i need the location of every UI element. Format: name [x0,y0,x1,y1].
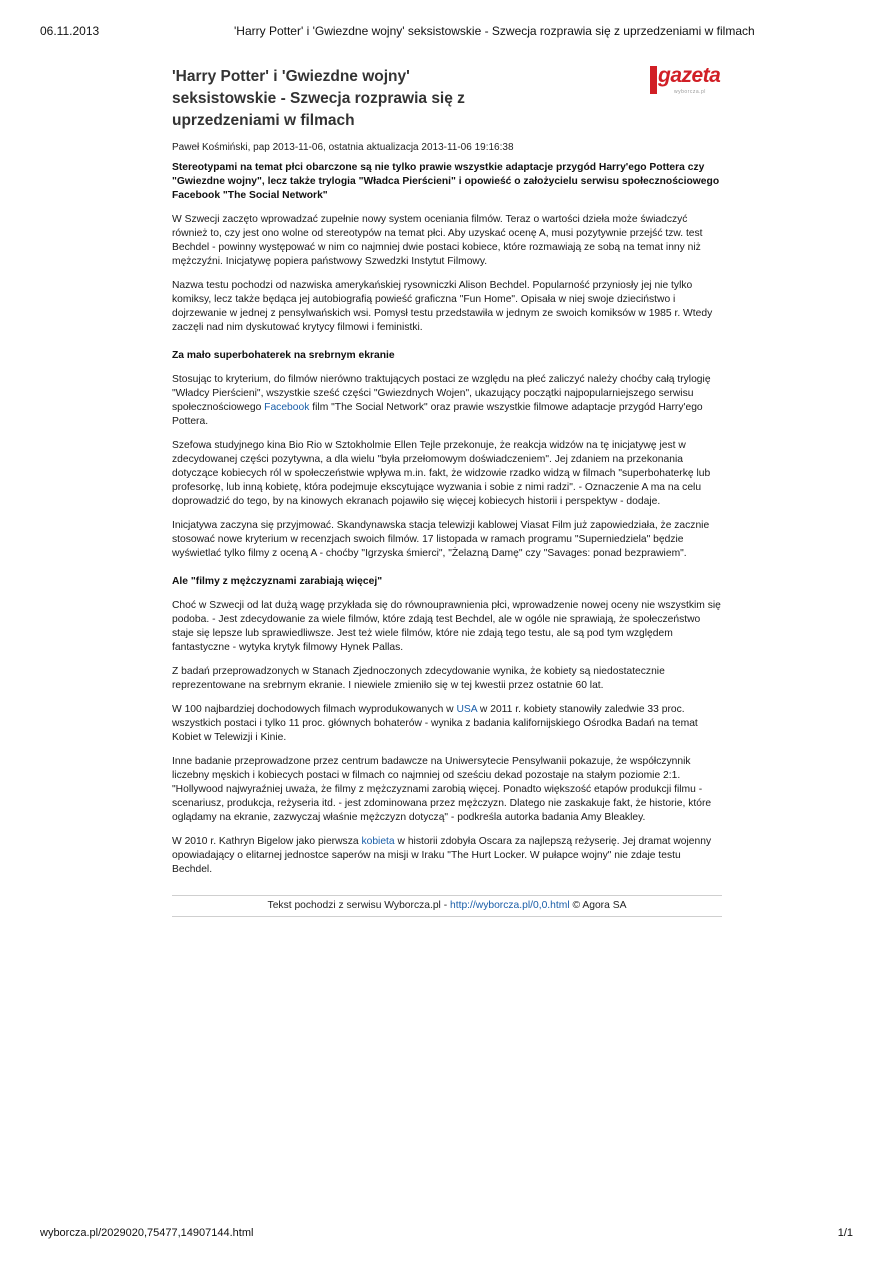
source-link[interactable]: http://wyborcza.pl/0,0.html [450,900,570,911]
paragraph: W Szwecji zaczęto wprowadzać zupełnie nowy system oceniania filmów. Teraz o wartości dzieła może świadczyć również to, czy jest ono wolne od stereotypów na temat płci. Aby uzyskać ocenę A, musi pozytywnie przejść tzw. test Bechdel - powinny występować w nim co najmniej dwie postaci kobiece, które rozmawiają ze sobą na temat inny niż mężczyźni. Inicjatywę popiera państwowy Szwedzki Instytut Filmowy. [172,214,703,267]
gazeta-logo[interactable] [650,66,722,96]
print-footer [0,1227,893,1243]
paragraph-text: w 2011 r. kobiety stanowiły zaledwie 33 proc. wszystkich postaci i tylko 11 proc. głównych bohaterów - wynika z badania kalifornijskiego Ośrodka Badań na temat Kobiet w Telewizji i Kinie. [172,704,698,743]
paragraph: Inicjatywa zaczyna się przyjmować. Skandynawska stacja telewizji kablowej Viasat Film już zapowiedziała, że zacznie stosować nowe kryterium w recenzjach swoich filmów. 17 listopada w ramach programu "Superniedziela" będzie wyświetlać tylko filmy z oceną A - choćby "Igrzyska śmierci", "Żelazną Damę" czy "Savages: ponad bezprawiem". [172,520,710,559]
facebook-link[interactable]: Facebook [264,402,310,413]
kobieta-link[interactable]: kobieta [361,836,395,847]
page-number: 1/1 [837,1227,853,1239]
print-date: 06.11.2013 [40,24,100,38]
paragraph: Z badań przeprowadzonych w Stanach Zjednoczonych zdecydowanie wynika, że kobiety są niedostatecznie reprezentowane na srebrnym ekranie. I niewiele zmieniło się w tej kwestii przez ostatnie 60 lat. [172,666,665,691]
article-byline: Paweł Kośmiński, pap 2013-11-06, ostatnia aktualizacja 2013-11-06 19:16:38 [172,142,514,153]
source-footer [172,895,722,917]
source-suffix: © Agora SA [569,900,627,911]
section-heading: Ale "filmy z mężczyznami zarabiają więcej" [172,576,383,587]
usa-link[interactable]: USA [456,704,478,715]
paragraph-text: film "The Social Network" oraz prawie wszystkie filmowe adaptacje przygód Harry'ego Pottera. [172,402,703,427]
paragraph-text: Stosując to kryterium, do filmów nierówno traktujących postaci ze względu na płeć zaliczyć należy choćby całą trylogię "Władcy Pierścieni", wszystkie sześć części "Gwiezdnych Wojen", ukazujący początki najpopularniejszego serwisu społecznościowego [172,374,711,413]
paragraph: Szefowa studyjnego kina Bio Rio w Sztokholmie Ellen Tejle przekonuje, że reakcja widzów na tę inicjatywę jest w zdecydowanej części pozytywna, a dla wielu "była przełomowym doświadczeniem". Jej zdaniem na przekonania dotyczące kobiecych ról w społeczeństwie wpływa m.in. fakt, że widzowie rzadko widzą w filmach "superbohaterkę lub profesorkę, lub inną kobietę, która podejmuje ekscytujące wyzwania i sobie z nimi radzi". - Oznaczenie A ma na celu doprowadzić do tego, by na kinowych ekranach pojawiło się więcej kobiecych historii i perspektyw - dodaje. [172,440,711,507]
paragraph [172,835,722,877]
paragraph-text: W 100 najbardziej dochodowych filmach wyprodukowanych w [172,704,457,715]
paragraph [172,373,722,429]
logo-red-bar [650,66,657,94]
paragraph-text: W 2010 r. Kathryn Bigelow jako pierwsza [172,836,362,847]
paragraph: Choć w Szwecji od lat dużą wagę przykłada się do równouprawnienia płci, wprowadzenie nowej oceny nie wszystkim się podoba. - Jest zdecydowanie za wiele filmów, które zdają test Bechdel, ale w ogóle nie sprawiają, że społeczeństwo staje się lepsze lub sprawiedliwsze. Jest też wiele filmów, które nie zdają tego testu, ale są pod tym względem fantastyczne - wytyka krytyk filmowy Hynek Pallas. [172,600,721,653]
section-heading: Za mało superbohaterek na srebrnym ekranie [172,350,395,361]
paragraph-text: w historii zdobyła Oscara za najlepszą reżyserię. Jej dramat wojenny opowiadający o elitarnej jednostce saperów na misji w Iraku "The Hurt Locker. W pułapce wojny" nie zdaje testu Bechdel. [172,836,712,875]
article-lead: Stereotypami na temat płci obarczone są nie tylko prawie wszystkie adaptacje przygód Harry'ego Pottera czy "Gwiezdne wojny", lecz także trylogia "Władca Pierścieni" i opowieść o założycielu serwisu społecznościowego Facebook "The Social Network" [172,162,720,201]
print-header [0,24,893,40]
logo-text: gazeta [658,64,721,87]
paragraph: Inne badanie przeprowadzone przez centrum badawcze na Uniwersytecie Pensylwanii pokazuje, że współczynnik liczebny męskich i kobiecych postaci w filmach co najmniej od sześciu dekad pozostaje na stałym poziomie 2:1. "Hollywood najwyraźniej uważa, że filmy z mężczyznami zarobią więcej. Ponadto większość etapów produkcji filmu - scenariusz, produkcja, reżyseria itd. - jest zdominowana przez mężczyzn. Dlatego nie zaskakuje fakt, że historie, które oglądamy na ekranie, zazwyczaj właśnie mężczyzn dotyczą" - podkreśla autorka badania Amy Bleakley. [172,756,712,823]
source-prefix: Tekst pochodzi z serwisu Wyborcza.pl - [267,900,450,911]
print-page-title: 'Harry Potter' i 'Gwiezdne wojny' seksistowskie - Szwecja rozprawia się z uprzedzeniami w filmach [234,24,755,38]
article [172,66,722,917]
logo-subtext: wyborcza.pl [674,89,706,95]
paragraph: Nazwa testu pochodzi od nazwiska amerykańskiej rysowniczki Alison Bechdel. Popularność przyniosły jej nie tylko komiksy, lecz także będąca jej autobiografią powieść graficzna "Fun Home". Opisała w niej swoje dzieciństwo i dojrzewanie w jednej z pensylwańskich wsi. Pomysł testu przedstawiła w jednym ze swoich komiksów w 1985 r. Wtedy zaczęli nad nim dyskutować krytycy filmowi i feministki. [172,280,713,333]
paragraph [172,703,722,745]
print-url: wyborcza.pl/2029020,75477,14907144.html [40,1227,254,1239]
article-title: 'Harry Potter' i 'Gwiezdne wojny' seksistowskie - Szwecja rozprawia się z uprzedzeniami w filmach [172,68,465,129]
